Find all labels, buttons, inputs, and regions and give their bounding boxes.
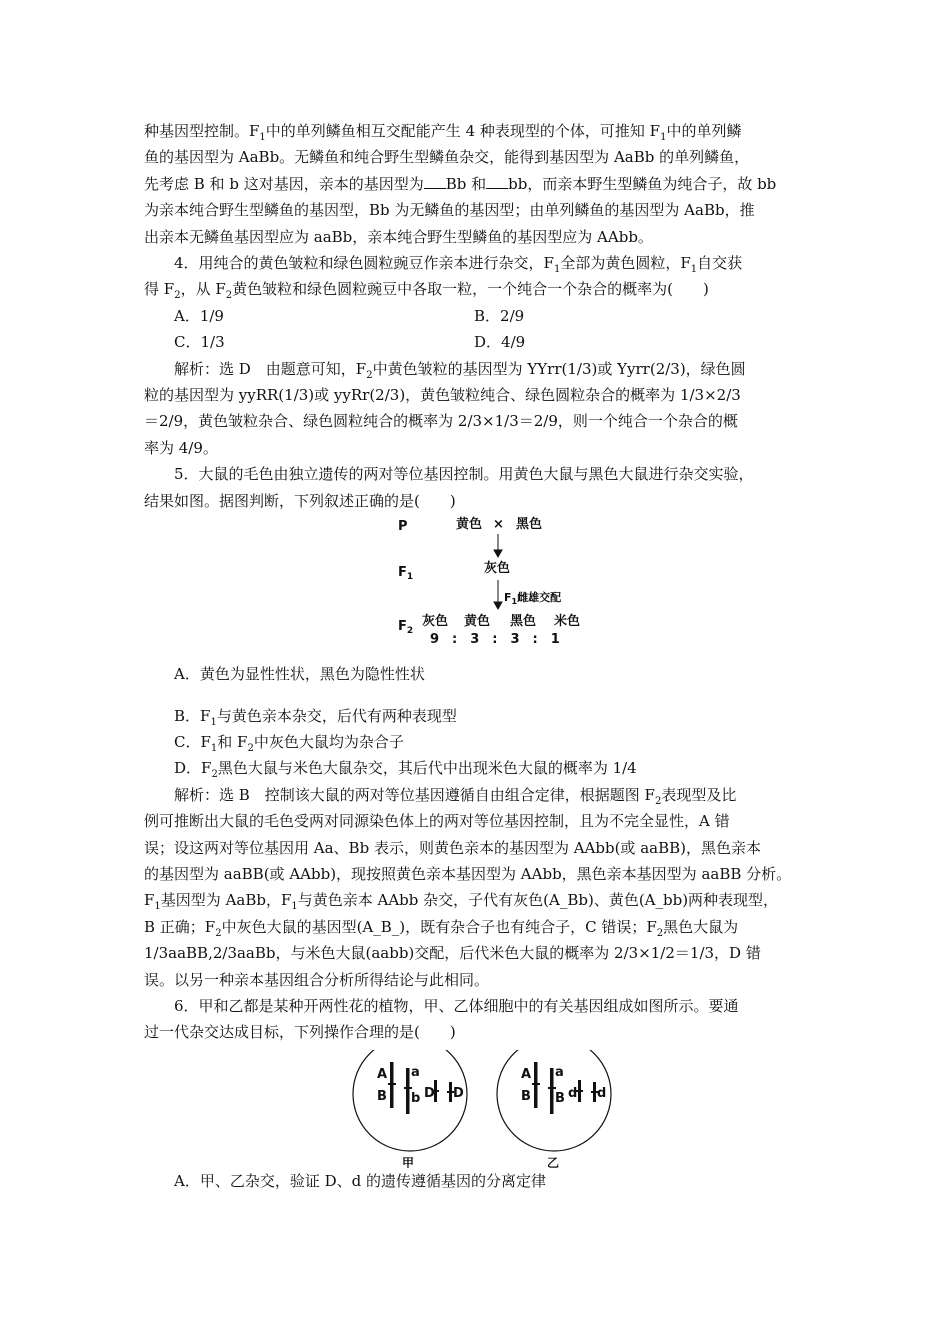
f2-black: 黑色 — [510, 614, 537, 630]
question-5-option-a: A．黄色为显性性状，黑色为隐性性状 — [174, 665, 425, 684]
cell-diagram-svg — [144, 1050, 816, 1168]
gene-label: A — [377, 1066, 388, 1082]
text-line: 误；设这两对等位基因用 Aa、Bb 表示，则黄色亲本的基因型为 AAbb(或 aaBB)，黑色亲本 — [144, 838, 761, 857]
arrowhead — [494, 602, 502, 609]
document-page — [144, 118, 816, 1194]
text-line: 误。以另一种亲本基因组合分析所得结论与此相同。 — [144, 970, 490, 989]
question-6-stem: 6．甲和乙都是某种开两性花的植物，甲、乙体细胞中的有关基因组成如图所示。要通 — [174, 996, 739, 1015]
gene-label: B — [555, 1090, 565, 1106]
question-5-stem-line2: 结果如图。据图判断，下列叙述正确的是( ) — [144, 491, 456, 510]
question-4-options-row2 — [144, 329, 816, 355]
question-5-stem: 5．大鼠的毛色由独立遗传的两对等位基因控制。用黄色大鼠与黑色大鼠进行杂交实验， — [174, 465, 754, 484]
f2-ratio: 9 : 3 : 3 : 1 — [430, 632, 560, 647]
f1-mating-note: $F_1$雌雄交配 — [504, 591, 562, 607]
cell-yi-label: 乙 — [547, 1155, 560, 1168]
cross-symbol: × — [493, 517, 504, 533]
cell-yi — [497, 1050, 611, 1151]
question-6-option-a: A．甲、乙杂交，验证 D、d 的遗传遵循基因的分离定律 — [174, 1171, 546, 1190]
gene-label: a — [555, 1064, 564, 1080]
parent-yellow: 黄色 — [456, 517, 483, 533]
question-4-stem: 4．用纯合的黄色皱粒和绿色圆粒豌豆作亲本进行杂交，$F_1$全部为黄色圆粒，$F_1$自交获 — [174, 254, 743, 276]
text-line: 出亲本无鳞鱼基因型应为 aaBb，亲本纯合野生型鳞鱼的基因型应为 AAbb。 — [144, 227, 653, 246]
gene-label: D — [424, 1085, 435, 1101]
generation-p-label: P — [398, 519, 408, 535]
parent-black: 黑色 — [516, 517, 543, 533]
cross-diagram — [144, 514, 816, 646]
gene-label: B — [521, 1088, 531, 1104]
question-4-options-row1 — [144, 303, 816, 329]
question-6-stem-line2: 过一代杂交达成目标，下列操作合理的是( ) — [144, 1023, 456, 1042]
option-a: A．1/9 — [174, 306, 224, 325]
f2-yellow: 黄色 — [464, 614, 491, 630]
generation-f1-label: $F_1$ — [398, 565, 414, 583]
gene-label: d — [568, 1085, 578, 1101]
chromosome — [406, 1068, 410, 1114]
question-5-option-b: B．$F_1$与黄色亲本杂交，后代有两种表现型 — [174, 706, 457, 728]
text-line: 率为 4/9。 — [144, 438, 218, 457]
text-line: B 正确；$F_2$中灰色大鼠的基因型(A_B_)，既有杂合子也有纯合子，C 错误；$F_2$黑色大鼠为 — [144, 917, 739, 939]
text-line: $F_1$基因型为 AaBb，$F_1$与黄色亲本 AAbb 杂交，子代有灰色(A_Bb)、黄色(A_bb)两种表现型， — [144, 891, 779, 913]
f2-beige: 米色 — [554, 614, 581, 630]
option-b: B．2/9 — [474, 306, 525, 325]
text-line: 为亲本纯合野生型鳞鱼的基因型，Bb 为无鳞鱼的基因型；由单列鳞鱼的基因型为 AaBb，推 — [144, 201, 755, 220]
text-line: 1/3aaBB,2/3aaBb，与米色大鼠(aabb)交配，后代米色大鼠的概率为 2/3×1/2＝1/3，D 错 — [144, 944, 761, 963]
option-c: C．1/3 — [174, 333, 225, 352]
chromosome — [550, 1068, 554, 1114]
option-d: D．4/9 — [474, 333, 526, 352]
generation-f2-label: $F_2$ — [398, 619, 414, 637]
question-5-option-c: C．$F_1$和 $F_2$中灰色大鼠均为杂合子 — [174, 732, 404, 754]
text-line: ＝2/9，黄色皱粒杂合、绿色圆粒纯合的概率为 2/3×1/3＝2/9，则一个纯合一个杂合的概 — [144, 412, 738, 431]
question-4-answer: 解析：选 D 由题意可知，$F_2$中黄色皱粒的基因型为 YYrr(1/3)或 Yyrr(2/3)，绿色圆 — [174, 359, 746, 381]
gene-label: a — [411, 1064, 420, 1080]
question-5-option-d: D．$F_2$黑色大鼠与米色大鼠杂交，其后代中出现米色大鼠的概率为 1/4 — [174, 759, 637, 781]
text-line: 种基因型控制。$F_1$中的单列鳞鱼相互交配能产生 4 种表现型的个体，可推知 $F_1$中的单列鳞 — [144, 122, 742, 143]
cross-diagram-svg — [144, 514, 816, 646]
text-line: 的基因型为 aaBB(或 AAbb)，现按照黄色亲本基因型为 AAbb，黑色亲本基因型为 aaBB 分析。 — [144, 864, 792, 883]
gene-label: d — [597, 1085, 607, 1101]
text-line: 鱼的基因型为 AaBb。无鳞鱼和纯合野生型鳞鱼杂交，能得到基因型为 AaBb 的单列鳞鱼， — [144, 148, 750, 167]
cell-jia — [353, 1050, 467, 1151]
question-5-answer: 解析：选 B 控制该大鼠的两对等位基因遵循自由组合定律，根据题图 $F_2$表现型及比 — [174, 785, 737, 807]
cell-diagram — [144, 1050, 816, 1168]
arrowhead — [494, 550, 502, 557]
f2-grey: 灰色 — [422, 614, 449, 630]
gene-label: A — [521, 1066, 532, 1082]
text-line: 先考虑 B 和 b 这对基因，亲本的基因型为 Bb 和 bb，而亲本野生型鳞鱼为纯合子，故 bb — [144, 174, 777, 193]
text-line: 粒的基因型为 yyRR(1/3)或 yyRr(2/3)，黄色皱粒纯合、绿色圆粒杂合的概率为 1/3×2/3 — [144, 386, 741, 405]
f1-grey: 灰色 — [484, 561, 511, 577]
gene-label: b — [411, 1090, 421, 1106]
cell-jia-label: 甲 — [402, 1155, 415, 1168]
gene-label: D — [453, 1085, 464, 1101]
text-line: 例可推断出大鼠的毛色受两对同源染色体上的两对等位基因控制，且为不完全显性，A 错 — [144, 812, 730, 831]
gene-label: B — [377, 1088, 387, 1104]
question-4-stem-line2: 得 $F_2$，从 $F_2$黄色皱粒和绿色圆粒豌豆中各取一粒，一个纯合一个杂合的概率为( ) — [144, 280, 709, 302]
